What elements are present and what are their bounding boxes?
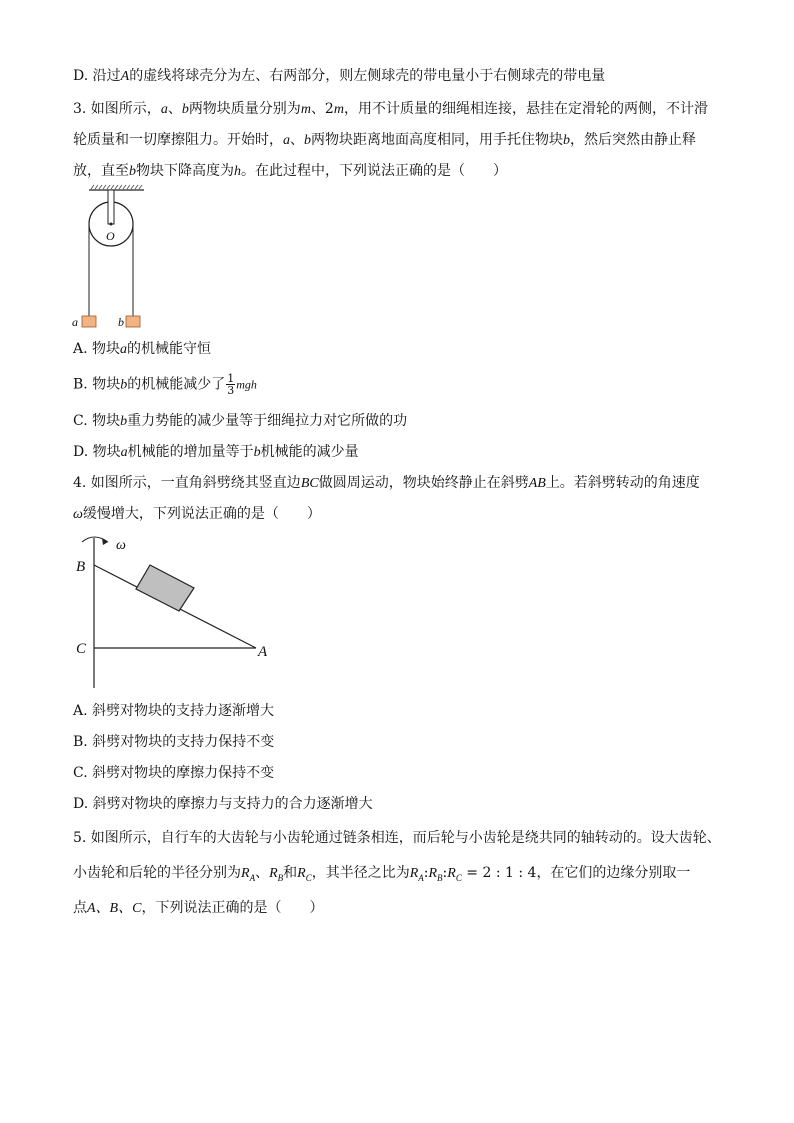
text: 的机械能守恒 [127,341,212,357]
text: 。在此过程中，下列说法正确的是（ ） [241,163,507,179]
var: b [253,445,261,460]
q3-option-c [73,411,407,432]
text: A. 物块 [73,341,121,357]
var: R [409,866,419,881]
var: R [447,866,456,881]
text: 点 [73,900,87,916]
label-b: b [118,315,124,329]
text: 4. 如图所示，一直角斜劈绕其竖直边 [73,475,301,491]
text: C. 物块 [73,413,121,429]
sub: B [437,872,443,883]
rotation-arrow-icon [102,538,108,545]
sub: A [418,872,424,883]
q5-stem-line2: 小齿轮和后轮的半径分别为$R_A$、$R_B$和$R_C$，其半径之比为$R_A:R_B:R_C = 2$ : 1 : 4，在它们的边缘分别取一 [73,865,691,883]
sub: A [249,872,256,883]
label-a: A [258,644,268,660]
q3-option-d [73,442,359,463]
var: BC [300,476,319,491]
var: a [120,445,128,460]
pulley-axle [110,223,113,226]
block-a [82,316,96,327]
text: 、2 [310,101,334,117]
q2-option-d [73,66,605,87]
text: ，在它们的边缘分别取一 [536,865,691,881]
var: b [181,102,189,117]
denominator: 3 [227,384,235,397]
var: R [241,866,250,881]
text: 机械能的减少量 [260,444,359,460]
text: 机械能的增加量等于 [127,444,254,460]
text: 的机械能减少了 [127,376,226,393]
text: ，用不计质量的细绳相连接，悬挂在定滑轮的两侧，不计滑 [343,101,708,117]
q4-stem-line1 [73,473,700,494]
text: ，下列说法正确的是（ ） [141,900,324,916]
q5-stem-line3 [73,898,323,919]
var: a [120,342,128,357]
sub: B [277,872,284,883]
var: b [563,133,570,148]
numerator: 1 [227,372,235,385]
pulley-figure [64,184,164,334]
q3-stem-line3 [73,161,507,182]
text: 放，直至 [73,163,129,179]
text: 物块下降高度为 [136,163,234,179]
ceiling-hatching [91,185,142,189]
fraction [226,373,235,396]
var: AB [528,476,546,491]
block-b [126,316,140,327]
sub: C [455,872,462,883]
q4-option-b: B. 斜劈对物块的支持力保持不变 [73,734,275,750]
text: D. 沿过 [73,68,121,84]
wedge-figure [70,530,280,695]
var: A [120,69,130,84]
text: ，其半径之比为 [311,865,410,881]
var: m [300,102,311,117]
var: h [234,164,241,179]
label-b: B [76,559,86,575]
var: R [297,866,306,881]
var: a [283,133,290,148]
text: D. 物块 [73,444,121,460]
q3-option-b [73,373,257,396]
text: 、 [290,132,304,148]
q3-stem-line1 [73,99,708,120]
sub: C [305,872,312,883]
text: 缓慢增大，下列说法正确的是（ ） [82,506,321,522]
label-o: O [106,229,115,243]
var: b [304,133,311,148]
text: 上。若斜劈转动的角速度 [545,475,700,491]
text: 的虚线将球壳分为左、右两部分，则左侧球壳的带电量小于右侧球壳的带电量 [129,68,606,84]
text: ，然后突然由静止释 [570,132,696,148]
var: A、B、C [87,901,142,916]
q4-option-d: D. 斜劈对物块的摩擦力与支持力的合力逐渐增大 [73,796,373,812]
q4-option-a: A. 斜劈对物块的支持力逐渐增大 [73,703,275,719]
q3-stem-line2 [73,130,696,151]
var: R [428,866,438,881]
var: ω [73,507,83,522]
var: m [333,102,344,117]
expression: mgh [236,377,257,392]
text: 做圆周运动，物块始终静止在斜劈 [318,475,529,491]
q5-stem-line1: 5. 如图所示，自行车的大齿轮与小齿轮通过链条相连，而后轮与小齿轮是绕共同的轴转动的。设大齿轮、 [73,830,721,846]
var: b [120,414,128,429]
text: 轮质量和一切摩擦阻力。开始时， [73,132,283,148]
label-c: C [76,641,87,657]
pulley-bracket [108,190,114,224]
var: b [129,164,136,179]
text: 重力势能的减少量等于细绳拉力对它所做的功 [127,413,408,429]
text: 小齿轮和后轮的半径分别为 [73,865,241,881]
var: b [120,377,128,393]
text: 两物块质量分别为 [188,101,301,117]
label-a: a [72,315,78,329]
text: B. 物块 [73,376,121,393]
var: a [160,102,168,117]
q4-option-c: C. 斜劈对物块的摩擦力保持不变 [73,765,275,781]
text: 和 [283,865,298,881]
q4-stem-line2 [73,504,321,525]
text: 3. 如图所示， [73,101,161,117]
q3-option-a [73,339,211,360]
text: 、 [255,865,270,881]
text: 、 [167,101,182,117]
ratio: = 2 : 1 : 4 [461,865,537,881]
text: 两物块距离地面高度相同，用手托住物块 [311,132,563,148]
var: R [269,866,278,881]
block [136,565,194,611]
label-omega: ω [116,538,126,553]
